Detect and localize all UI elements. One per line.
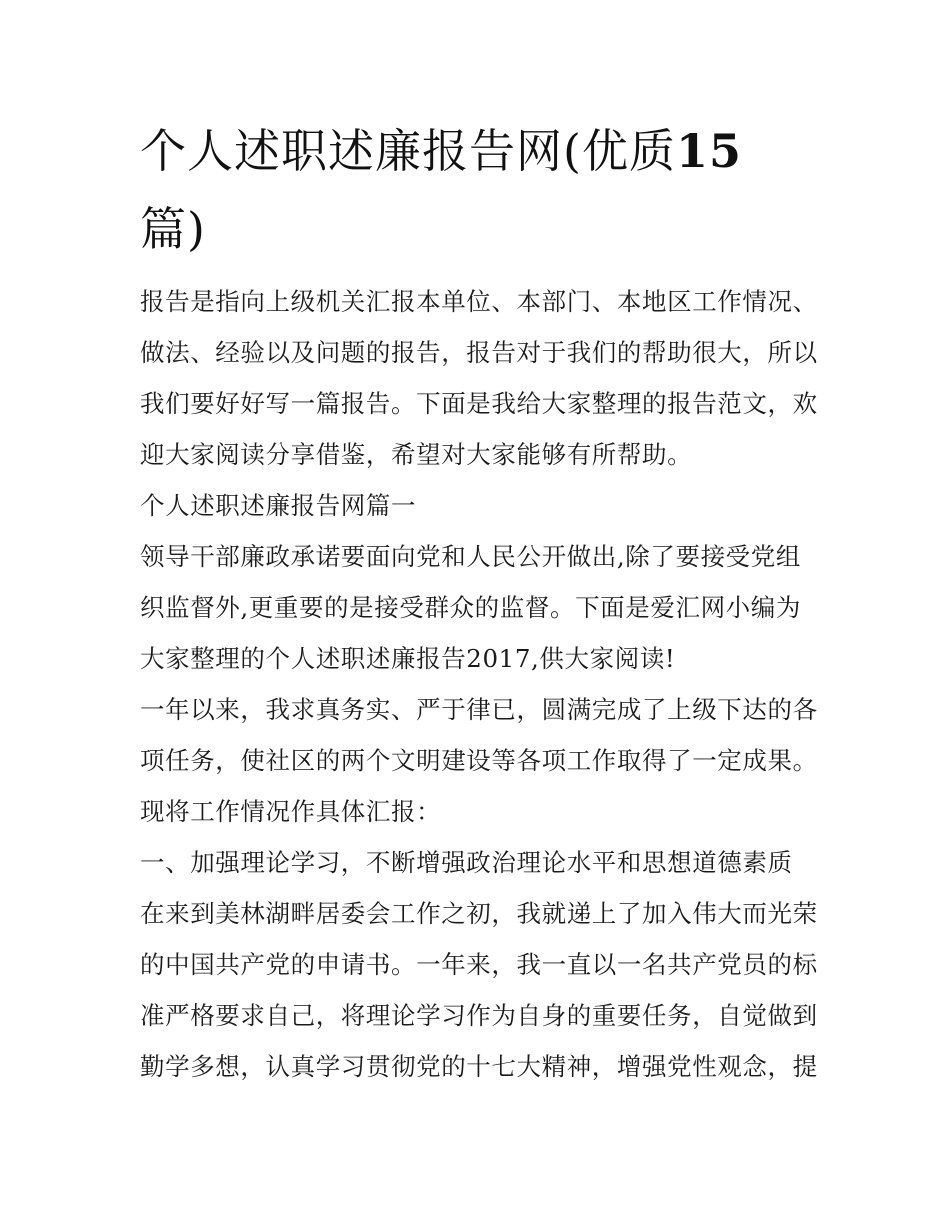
body-line: 迎大家阅读分享借鉴，希望对大家能够有所帮助。: [140, 440, 693, 469]
body-line: 勤学多想，认真学习贯彻党的十七大精神，增强党性观念，提: [140, 1052, 818, 1081]
body-line: 领导干部廉政承诺要面向党和人民公开做出,除了要接受党组: [140, 542, 801, 571]
body-line: 的中国共产党的申请书。一年来，我一直以一名共产党员的标: [140, 950, 818, 979]
title-end: 篇): [140, 202, 206, 256]
title-number: 15: [675, 124, 742, 178]
body-line: 报告是指向上级机关汇报本单位、本部门、本地区工作情况、: [140, 287, 818, 316]
body-line: 一年以来，我求真务实、严于律已，圆满完成了上级下达的各: [140, 695, 818, 724]
document-body: [140, 276, 830, 1092]
document-title: [140, 112, 820, 268]
section-heading: 个人述职述廉报告网篇一: [140, 491, 417, 520]
body-line: 准严格要求自己，将理论学习作为自身的重要任务，自觉做到: [140, 1001, 818, 1030]
body-line: 做法、经验以及问题的报告，报告对于我们的帮助很大，所以: [140, 338, 818, 367]
body-line: 我们要好好写一篇报告。下面是我给大家整理的报告范文，欢: [140, 389, 818, 418]
body-line: 现将工作情况作具体汇报：: [140, 797, 442, 826]
title-main: 个人述职述廉报告网(优质: [140, 124, 676, 178]
body-line: 大家整理的个人述职述廉报告2017,供大家阅读!: [140, 644, 676, 673]
body-line: 织监督外,更重要的是接受群众的监督。下面是爱汇网小编为: [140, 593, 801, 622]
body-line: 在来到美林湖畔居委会工作之初，我就递上了加入伟大而光荣: [140, 899, 818, 928]
body-line: 项任务，使社区的两个文明建设等各项工作取得了一定成果。: [140, 746, 818, 775]
subsection-heading: 一、加强理论学习，不断增强政治理论水平和思想道德素质: [140, 848, 793, 877]
